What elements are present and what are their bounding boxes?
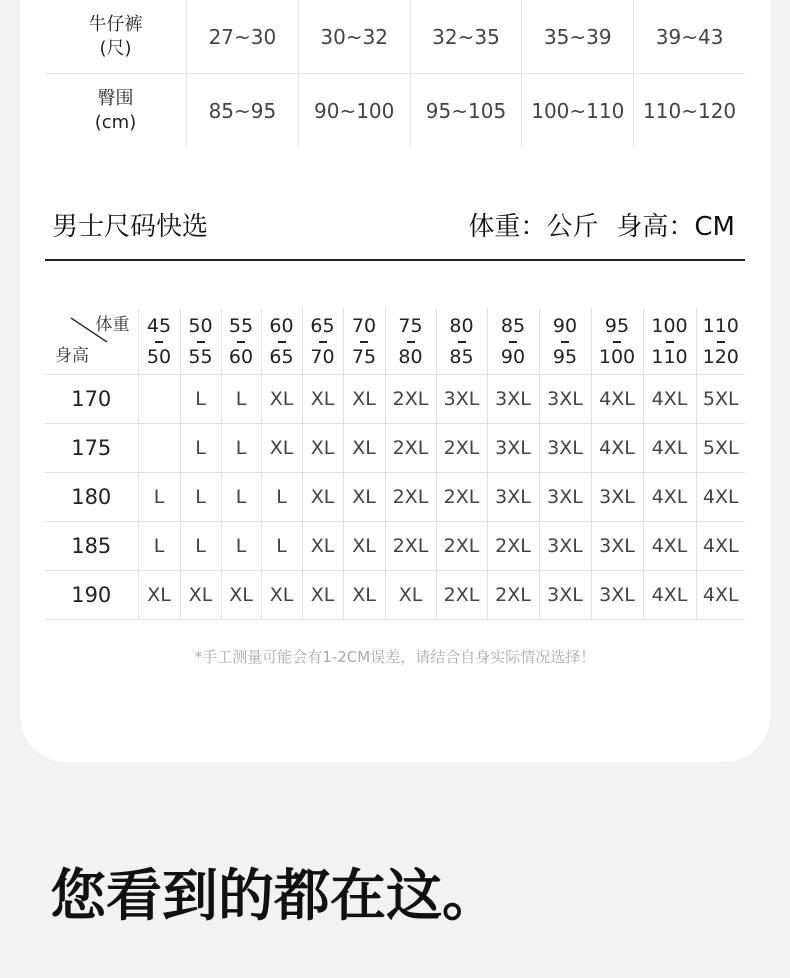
- height-row: [45, 571, 745, 620]
- size-cell: 5XL: [696, 424, 745, 473]
- measurement-note: *手工测量可能会有1-2CM误差，请结合自身实际情况选择！: [194, 648, 596, 666]
- range-dash: [278, 341, 286, 343]
- size-cell: 4XL: [643, 375, 696, 424]
- range-dash: [237, 341, 245, 343]
- slogan: 您看到的都在这。: [50, 864, 498, 929]
- height-cell: 180: [45, 473, 138, 522]
- weight-range-header: [180, 308, 221, 375]
- weight-min: 75: [398, 314, 423, 337]
- row-header: [45, 74, 187, 148]
- pants-size-row: [45, 0, 745, 74]
- weight-range-header: [643, 308, 696, 375]
- weight-range-header: [696, 308, 745, 375]
- row-header-line: (尺): [99, 37, 132, 59]
- weight-range-header: [302, 308, 343, 375]
- range-dash: [666, 341, 674, 343]
- height-cell: 170: [45, 375, 138, 424]
- pants-size-table: [45, 0, 745, 147]
- weight-min: 45: [146, 314, 172, 337]
- size-cell: L: [180, 473, 221, 522]
- range-dash: [458, 341, 466, 343]
- size-cell: XL: [343, 375, 385, 424]
- size-cell: 2XL: [385, 522, 436, 571]
- weight-max: 60: [228, 345, 254, 368]
- weight-header-row: [45, 308, 745, 375]
- size-cell: XL: [302, 424, 343, 473]
- weight-range-header: [138, 308, 180, 375]
- row-header-line: 臀围: [97, 87, 134, 109]
- weight-min: 80: [449, 314, 474, 337]
- height-row: [45, 424, 745, 473]
- range-dash: [407, 341, 415, 343]
- size-cell: 5XL: [696, 375, 745, 424]
- size-cell: 3XL: [539, 375, 591, 424]
- weight-max: 50: [146, 345, 172, 368]
- size-cell: 3XL: [539, 522, 591, 571]
- size-cell: 3XL: [487, 375, 539, 424]
- height-row: [45, 473, 745, 522]
- size-cell: 2XL: [487, 571, 539, 620]
- size-cell: L: [138, 522, 180, 571]
- size-grid: [45, 308, 745, 620]
- size-cell: XL: [180, 571, 221, 620]
- weight-range-header: [221, 308, 261, 375]
- weight-min: 100: [651, 314, 688, 337]
- size-cell: L: [180, 522, 221, 571]
- height-cell: 190: [45, 571, 138, 620]
- size-cell: XL: [261, 571, 302, 620]
- weight-min: 95: [604, 314, 630, 337]
- weight-min: 110: [702, 314, 739, 337]
- row-header-line: (cm): [94, 111, 137, 133]
- size-cell: [138, 375, 180, 424]
- size-cell: 3XL: [591, 522, 643, 571]
- weight-unit-label: 体重：公斤: [468, 212, 599, 242]
- size-cell: 2XL: [436, 522, 487, 571]
- size-cell: 3XL: [487, 424, 539, 473]
- size-cell: XL: [302, 522, 343, 571]
- size-range-cell: 32~35: [410, 0, 522, 74]
- corner-weight-label: 体重: [95, 315, 130, 335]
- size-cell: L: [221, 522, 261, 571]
- size-cell: 4XL: [696, 473, 745, 522]
- height-row: [45, 375, 745, 424]
- range-dash: [717, 341, 725, 343]
- size-cell: XL: [343, 473, 385, 522]
- weight-max: 65: [269, 345, 294, 368]
- weight-min: 55: [228, 314, 254, 337]
- size-cell: XL: [302, 375, 343, 424]
- range-dash: [360, 341, 368, 343]
- height-unit-label: 身高：CM: [616, 212, 735, 242]
- weight-min: 90: [552, 314, 578, 337]
- size-range-cell: 90~100: [298, 74, 410, 148]
- weight-min: 70: [351, 314, 377, 337]
- weight-max: 90: [500, 345, 526, 368]
- weight-min: 60: [269, 314, 294, 337]
- weight-max: 70: [310, 345, 335, 368]
- weight-max: 55: [188, 345, 213, 368]
- size-cell: XL: [221, 571, 261, 620]
- size-cell: L: [261, 473, 302, 522]
- title-divider: [45, 259, 745, 261]
- size-cell: L: [221, 473, 261, 522]
- height-cell: 185: [45, 522, 138, 571]
- size-cell: 3XL: [487, 473, 539, 522]
- size-cell: XL: [261, 424, 302, 473]
- weight-range-header: [591, 308, 643, 375]
- size-cell: L: [221, 424, 261, 473]
- weight-max: 80: [398, 345, 423, 368]
- size-cell: XL: [385, 571, 436, 620]
- size-cell: 4XL: [591, 424, 643, 473]
- size-cell: XL: [343, 522, 385, 571]
- pants-size-row: [45, 74, 745, 148]
- weight-max: 110: [651, 345, 688, 368]
- size-cell: 3XL: [539, 424, 591, 473]
- size-cell: XL: [343, 424, 385, 473]
- row-header-line: 牛仔裤: [88, 13, 143, 35]
- weight-max: 95: [552, 345, 578, 368]
- weight-max: 100: [598, 345, 636, 368]
- weight-range-header: [539, 308, 591, 375]
- corner-height-label: 身高: [55, 346, 89, 366]
- size-range-cell: 39~43: [634, 0, 745, 74]
- size-cell: 4XL: [643, 424, 696, 473]
- quick-select-title: 男士尺码快选: [52, 212, 209, 242]
- size-cell: 4XL: [591, 375, 643, 424]
- size-cell: 2XL: [385, 375, 436, 424]
- size-cell: 2XL: [487, 522, 539, 571]
- weight-range-header: [487, 308, 539, 375]
- size-cell: 4XL: [696, 571, 745, 620]
- weight-max: 120: [702, 345, 739, 368]
- size-cell: 2XL: [436, 473, 487, 522]
- height-cell: 175: [45, 424, 138, 473]
- range-dash: [319, 341, 327, 343]
- range-dash: [197, 341, 205, 343]
- size-cell: 2XL: [385, 424, 436, 473]
- size-cell: L: [261, 522, 302, 571]
- weight-min: 50: [188, 314, 213, 337]
- range-dash: [561, 341, 569, 343]
- size-cell: XL: [302, 473, 343, 522]
- size-cell: 4XL: [643, 571, 696, 620]
- range-dash: [613, 341, 621, 343]
- weight-min: 85: [500, 314, 526, 337]
- size-cell: [138, 424, 180, 473]
- weight-range-header: [436, 308, 487, 375]
- size-cell: L: [180, 424, 221, 473]
- weight-max: 85: [449, 345, 474, 368]
- size-cell: L: [138, 473, 180, 522]
- height-row: [45, 522, 745, 571]
- size-range-cell: 85~95: [187, 74, 299, 148]
- corner-cell: [45, 308, 138, 375]
- range-dash: [509, 341, 517, 343]
- size-cell: 3XL: [591, 473, 643, 522]
- weight-min: 65: [310, 314, 335, 337]
- size-cell: XL: [343, 571, 385, 620]
- size-cell: 4XL: [696, 522, 745, 571]
- weight-range-header: [343, 308, 385, 375]
- size-range-cell: 27~30: [187, 0, 299, 74]
- size-range-cell: 95~105: [410, 74, 522, 148]
- size-range-cell: 35~39: [522, 0, 634, 74]
- size-cell: L: [221, 375, 261, 424]
- size-cell: XL: [138, 571, 180, 620]
- weight-range-header: [385, 308, 436, 375]
- size-cell: L: [180, 375, 221, 424]
- size-cell: 3XL: [436, 375, 487, 424]
- size-range-cell: 100~110: [522, 74, 634, 148]
- size-range-cell: 30~32: [298, 0, 410, 74]
- size-cell: XL: [261, 375, 302, 424]
- size-cell: 3XL: [591, 571, 643, 620]
- size-cell: 3XL: [539, 473, 591, 522]
- size-cell: 4XL: [643, 473, 696, 522]
- size-cell: 2XL: [436, 571, 487, 620]
- size-cell: XL: [302, 571, 343, 620]
- quick-select-units: [468, 206, 735, 243]
- weight-range-header: [261, 308, 302, 375]
- range-dash: [155, 341, 163, 343]
- size-range-cell: 110~120: [634, 74, 745, 148]
- weight-max: 75: [351, 345, 377, 368]
- size-cell: 2XL: [385, 473, 436, 522]
- size-cell: 2XL: [436, 424, 487, 473]
- size-cell: 4XL: [643, 522, 696, 571]
- size-cell: 3XL: [539, 571, 591, 620]
- row-header: [45, 0, 187, 74]
